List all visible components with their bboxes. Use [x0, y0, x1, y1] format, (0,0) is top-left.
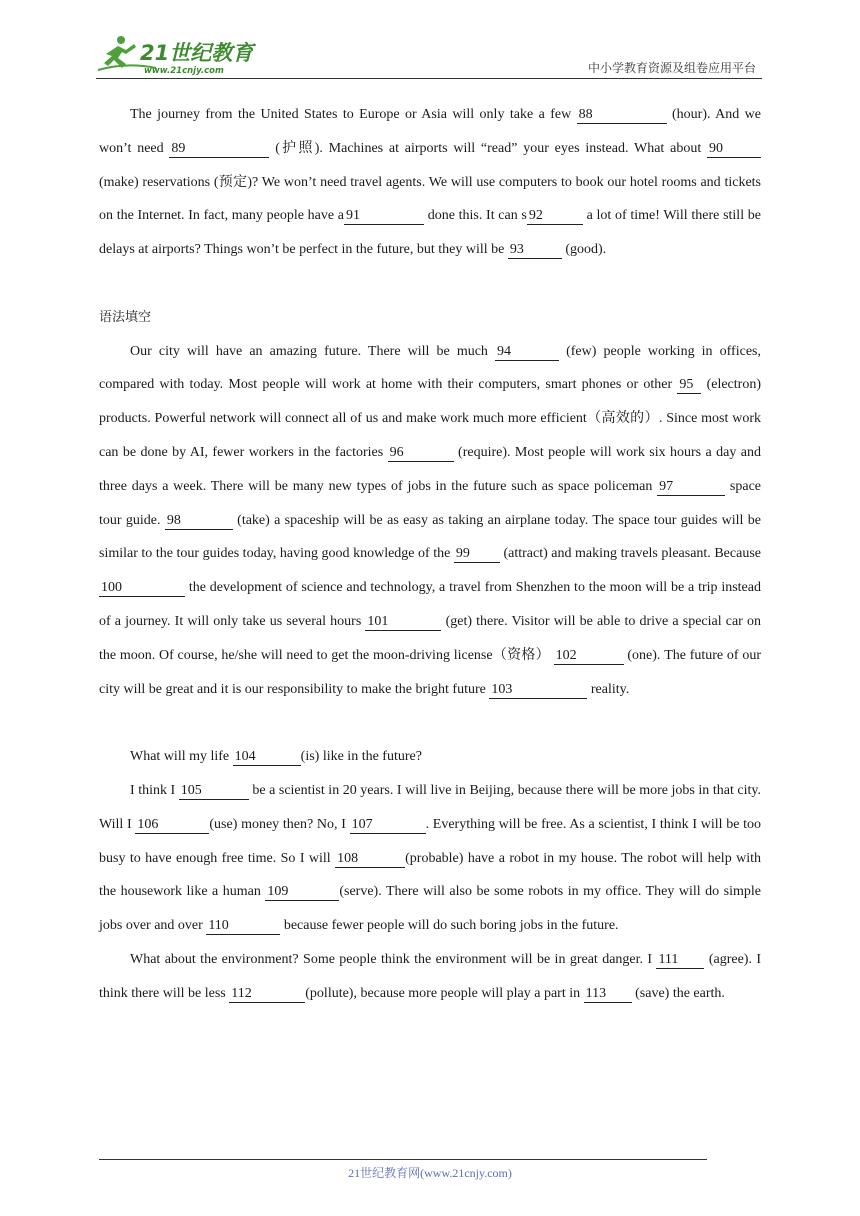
passage-1: The journey from the United States to Europe or Asia will only take a few 88 (hour). And we won’t need 89 (护照). Machines at airports will “read” your eyes instead. What about 90 (make) reservations (预定)? We won’t need travel agents. We will use computers to book our hotel rooms and tickets on the Internet. In fact, many people have a 91 done this. It can s 92 a lot of time! Will there still be delays at airports? Things won’t be perfect in the future, but they will be 93 (good).: [99, 107, 761, 258]
blank-102[interactable]: 102: [554, 648, 624, 665]
logo-icon: [96, 32, 266, 76]
blank-99[interactable]: 99: [454, 546, 500, 563]
logo-url: www.21cnjy.com: [144, 66, 224, 76]
blank-92[interactable]: 92: [527, 208, 583, 225]
blank-100[interactable]: 100: [99, 580, 185, 597]
blank-90[interactable]: 90: [707, 141, 761, 158]
footer-divider: [99, 1159, 707, 1160]
blank-96[interactable]: 96: [388, 445, 454, 462]
blank-108[interactable]: 108: [335, 851, 405, 868]
blank-94[interactable]: 94: [495, 344, 559, 361]
blank-98[interactable]: 98: [165, 513, 233, 530]
blank-111[interactable]: 111: [656, 952, 704, 969]
page-header: [96, 30, 762, 79]
passage-3-paragraph-2: I think I 105 be a scientist in 20 years. I will live in Beijing, because there will be more jobs in that city. Will I 106 (use) money then? No, I 107 . Everything will be free. As a scientist, I think I will be too busy to have enough free time. So I will 108 (probable) have a robot in my house. The robot will help with the housework like a human 109 (serve). There will also be some robots in my office. They will do simple jobs over and over 110 because fewer people will do such boring jobs in the future.: [99, 782, 762, 934]
blank-105[interactable]: 105: [179, 783, 249, 800]
blank-91[interactable]: 91: [344, 208, 424, 225]
passage-3-question: What will my life 104 (is) like in the future?: [130, 749, 422, 765]
header-platform-name: 中小学教育资源及组卷应用平台: [587, 61, 756, 75]
blank-113[interactable]: 113: [584, 986, 632, 1003]
blank-103[interactable]: 103: [489, 682, 587, 699]
blank-109[interactable]: 109: [265, 884, 339, 901]
document-body: [99, 98, 761, 1011]
blank-101[interactable]: 101: [365, 614, 441, 631]
blank-104[interactable]: 104: [233, 749, 301, 766]
page-footer[interactable]: 21世纪教育网(www.21cnjy.com): [348, 1166, 512, 1180]
blank-93[interactable]: 93: [508, 242, 562, 259]
blank-112[interactable]: 112: [229, 986, 305, 1003]
blank-110[interactable]: 110: [206, 918, 280, 935]
logo-text: 21世纪教育: [140, 41, 254, 65]
blank-88[interactable]: 88: [577, 107, 667, 124]
passage-3-paragraph-3: What about the environment? Some people think the environment will be in great danger. I 111 (agree). I think there will be less 112 (pollute), because more people will play a part in 113 (save) the earth.: [99, 951, 761, 1001]
blank-106[interactable]: 106: [135, 817, 209, 834]
section-title: 语法填空: [99, 309, 152, 325]
blank-97[interactable]: 97: [657, 479, 725, 496]
blank-107[interactable]: 107: [350, 817, 426, 834]
blank-95[interactable]: 95: [677, 377, 701, 394]
passage-2: Our city will have an amazing future. There will be much 94 (few) people working in offices, compared with today. Most people will work at home with their computers, smart phones or other 95 (electron) products. Powerful network will connect all of us and make work much more efficient（高效的）. Since most work can be done by AI, fewer workers in the factories 96 (require). Most people will work six hours a day and three days a week. There will be many new types of jobs in the future such as space policeman 97 space tour guide. 98 (take) a spaceship will be as easy as taking an airplane today. The space tour guides will be similar to the tour guides today, having good knowledge of the 99 (attract) and making travels pleasant. Because 100 the development of science and technology, a travel from Shenzhen to the moon will be a trip instead of a journey. It will only take us several hours 101 (get) there. Visitor will be able to drive a special car on the moon. Of course, he/she will need to get the moon-driving license（资格） 102 (one). The future of our city will be great and it is our responsibility to make the bright future 103 reality.: [99, 343, 762, 697]
blank-89[interactable]: 89: [169, 141, 269, 158]
